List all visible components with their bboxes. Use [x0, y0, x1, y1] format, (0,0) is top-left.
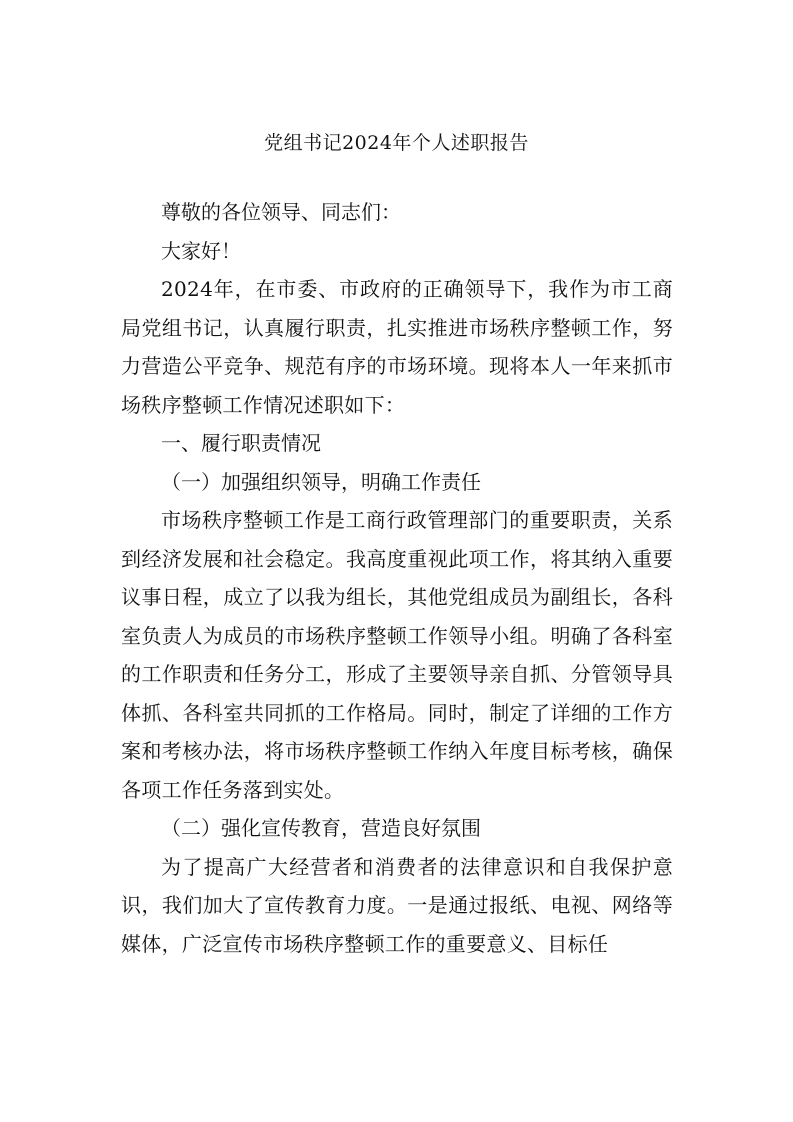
document-title: 党组书记2024年个人述职报告 [264, 132, 529, 154]
salutation: 尊敬的各位领导、同志们： [161, 200, 401, 224]
section-heading: 一、履行职责情况 [161, 431, 321, 455]
body-paragraph-2: 为了提高广大经营者和消费者的法律意识和自我保护意识，我们加大了宣传教育力度。一是通过报纸、电视、网络等媒体，广泛宣传市场秩序整顿工作的重要意义、目标任 [121, 854, 673, 956]
greeting: 大家好！ [161, 238, 241, 263]
intro-paragraph: 2024年，在市委、市政府的正确领导下，我作为市工商局党组书记，认真履行职责，扎实推进市场秩序整顿工作，努力营造公平竞争、规范有序的市场环境。现将本人一年来抓市场秩序整顿工作情况述职如下： [121, 277, 673, 417]
subsection-heading-1: （一）加强组织领导，明确工作责任 [161, 469, 481, 494]
document-body [121, 193, 673, 963]
subsection-heading-2: （二）强化宣传教育，营造良好氛围 [161, 816, 481, 840]
body-paragraph-1: 市场秩序整顿工作是工商行政管理部门的重要职责，关系到经济发展和社会稳定。我高度重视此项工作，将其纳入重要议事日程，成立了以我为组长，其他党组成员为副组长，各科室负责人为成员的市场秩序整顿工作领导小组。明确了各科室的工作职责和任务分工，形成了主要领导亲自抓、分管领导具体抓、各科室共同抓的工作格局。同时，制定了详细的工作方案和考核办法，将市场秩序整顿工作纳入年度目标考核，确保各项工作任务落到实处。 [121, 508, 673, 802]
